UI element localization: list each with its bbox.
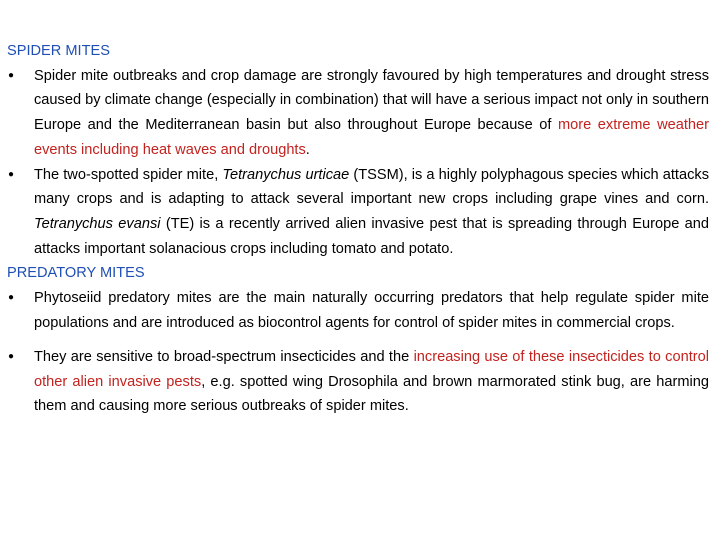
bullet-icon: ● bbox=[8, 69, 15, 81]
text-run: They are sensitive to broad-spectrum insecticides and the bbox=[34, 348, 414, 365]
bullet-icon: ● bbox=[8, 350, 15, 362]
bullet-icon: ● bbox=[8, 292, 15, 303]
section-heading: SPIDER MITES bbox=[7, 43, 110, 59]
bullet-item bbox=[7, 64, 709, 163]
bullet-list bbox=[7, 64, 709, 262]
section-predatory-mites bbox=[7, 261, 709, 419]
text-run: (TSSM), is a highly polyphagous species which attacks many crops and is adapting to attack several important new crops including grape vines and corn. bbox=[34, 166, 709, 208]
text-run: . bbox=[305, 141, 310, 158]
text-run: The two-spotted spider mite, bbox=[34, 166, 223, 183]
bullet-list bbox=[7, 286, 709, 419]
bullet-item bbox=[7, 163, 709, 262]
bullet-icon: ● bbox=[8, 168, 15, 180]
bullet-item bbox=[7, 286, 709, 335]
section-heading: PREDATORY MITES bbox=[7, 265, 145, 282]
bullet-item bbox=[7, 345, 709, 419]
highlight-text: increasing use of these insecticides to control other alien invasive pests bbox=[34, 348, 709, 390]
highlight-text: more extreme weather events including heat waves and droughts bbox=[34, 117, 709, 158]
text-run: Phytoseiid predatory mites are the main naturally occurring predators that help regulate spider mite populations and are introduced as biocontrol agents for control of spider mites in commercial crops. bbox=[34, 290, 709, 331]
text-run: Spider mite outbreaks and crop damage are strongly favoured by high temperatures and drought stress caused by climate change (especially in combination) that will have a serious impact not only in southern Europe and the Mediterranean basin but also throughout Europe because of bbox=[34, 67, 709, 134]
text-run: (TE) is a recently arrived alien invasive pest that is spreading through Europe and attacks important solanacious crops including tomato and potato. bbox=[34, 215, 710, 257]
text-run: , e.g. spotted wing Drosophila and brown marmorated stink bug, are harming them and causing more serious outbreaks of spider mites. bbox=[34, 373, 709, 415]
section-spider-mites bbox=[7, 39, 709, 261]
species-name: Tetranychus urticae bbox=[222, 166, 350, 183]
species-name: Tetranychus evansi bbox=[34, 215, 161, 232]
